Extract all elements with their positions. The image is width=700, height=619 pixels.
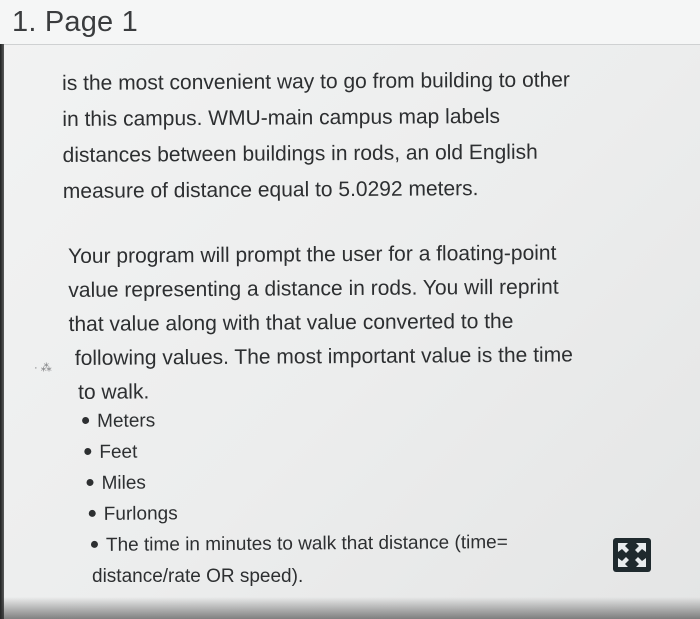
list-item bbox=[86, 465, 507, 499]
bullet-icon bbox=[84, 448, 91, 455]
expand-icon[interactable] bbox=[613, 538, 651, 572]
paragraph-line: Your program will prompt the user for a floating-point bbox=[68, 241, 557, 268]
list-item bbox=[84, 434, 507, 468]
paragraph-line: that value along with that value converted to the bbox=[68, 309, 514, 336]
bottom-shadow bbox=[0, 597, 700, 619]
list-item bbox=[91, 527, 508, 561]
program-description-paragraph bbox=[68, 236, 629, 410]
list-item bbox=[82, 403, 507, 437]
paragraph-line: in this campus. WMU-main campus map labels bbox=[62, 104, 501, 131]
bullet-icon bbox=[87, 479, 94, 486]
paragraph-line: following values. The most important value is the time bbox=[74, 343, 573, 370]
list-item-label: Feet bbox=[99, 441, 138, 463]
list-item bbox=[89, 496, 508, 530]
bullet-icon bbox=[91, 541, 98, 548]
left-edge-shadow bbox=[0, 44, 4, 619]
list-item-label: Meters bbox=[97, 410, 156, 432]
list-item-label: Miles bbox=[101, 472, 146, 494]
list-item-label: The time in minutes to walk that distance (time= bbox=[105, 532, 508, 556]
paragraph-line: value representing a distance in rods. You will reprint bbox=[68, 275, 559, 302]
page-header bbox=[0, 0, 700, 45]
bullet-icon bbox=[89, 510, 96, 517]
page-title: 1. Page 1 bbox=[12, 6, 138, 38]
list-item-continuation: distance/rate OR speed). bbox=[92, 566, 304, 587]
bullet-icon bbox=[82, 417, 89, 424]
list-item-label: Furlongs bbox=[103, 503, 178, 525]
paragraph-line: distances between buildings in rods, an old English bbox=[62, 140, 538, 167]
intro-paragraph bbox=[62, 62, 663, 210]
conversion-list bbox=[82, 403, 508, 561]
cursor-mark-icon: · ⁂ bbox=[34, 362, 52, 374]
paragraph-line: to walk. bbox=[77, 380, 150, 404]
paragraph-line: measure of distance equal to 5.0292 meters. bbox=[62, 177, 479, 203]
paragraph-line: is the most convenient way to go from building to other bbox=[62, 68, 570, 95]
